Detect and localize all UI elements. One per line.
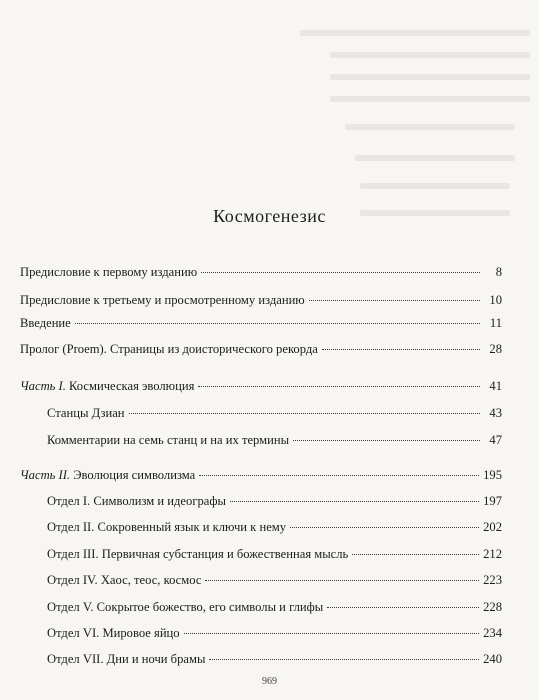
toc-entry-label: Эволюция символизма [70, 468, 196, 482]
dot-leader [322, 349, 480, 350]
dot-leader [205, 580, 479, 581]
toc-entry [20, 290, 502, 310]
toc-entry-label: Отдел I. Символизм и идеографы [47, 494, 226, 508]
dot-leader [290, 527, 479, 528]
toc-entry-page: 240 [483, 652, 502, 666]
toc-entry-page: 197 [483, 494, 502, 508]
page-number: 969 [262, 676, 277, 687]
toc-entry [47, 403, 502, 423]
dot-leader [352, 554, 479, 555]
toc-entry [47, 544, 502, 564]
dot-leader [184, 633, 480, 634]
toc-entry-label: Предисловие к третьему и просмотренному изданию [20, 293, 305, 307]
toc-entry-page: 223 [483, 573, 502, 587]
toc-entry-page: 11 [489, 316, 502, 330]
dot-leader [309, 300, 480, 301]
toc-entry-page: 47 [489, 433, 502, 447]
dot-leader [201, 272, 480, 273]
toc-entry [20, 339, 502, 359]
dot-leader [198, 386, 480, 387]
dot-leader [293, 440, 480, 441]
toc-part-entry [20, 465, 502, 485]
toc-entry-label: Станцы Дзиан [47, 406, 125, 420]
toc-entry-page: 228 [483, 600, 502, 614]
toc-entry [47, 623, 502, 643]
part-number: Часть II. [20, 468, 71, 482]
toc-entry-page: 28 [489, 342, 502, 356]
dot-leader [327, 607, 479, 608]
dot-leader [129, 413, 480, 414]
toc-entry-page: 212 [483, 547, 502, 561]
toc-entry [47, 517, 502, 537]
toc-entry [47, 649, 502, 669]
toc-entry-page: 195 [483, 468, 502, 482]
dot-leader [75, 323, 480, 324]
toc-entry [20, 262, 502, 282]
toc-entry-label: Отдел III. Первичная субстанция и божественная мысль [47, 547, 349, 561]
toc-entry [47, 491, 502, 511]
toc-entry-label: Комментарии на семь станц и на их термины [47, 433, 290, 447]
toc-entry-label: Космическая эволюция [65, 379, 195, 393]
toc-entry-page: 202 [483, 520, 502, 534]
toc-entry [47, 570, 502, 590]
toc-entry-label: Отдел VI. Мировое яйцо [47, 626, 180, 640]
toc-entry-label: Введение [20, 316, 71, 330]
toc-entry-label: Отдел VII. Дни и ночи брамы [47, 652, 206, 666]
toc-entry [47, 597, 502, 617]
toc-entry-label: Предисловие к первому изданию [20, 265, 198, 279]
toc-entry-page: 43 [489, 406, 502, 420]
toc-entry-label: Отдел V. Сокрытое божество, его символы и глифы [47, 600, 324, 614]
toc-entry-page: 41 [489, 379, 502, 393]
dot-leader [199, 475, 479, 476]
dot-leader [209, 659, 479, 660]
toc-entry [47, 430, 502, 450]
toc-entry-label: Отдел II. Сокровенный язык и ключи к нему [47, 520, 287, 534]
part-number: Часть I. [20, 379, 66, 393]
toc-entry-label: Пролог (Proem). Страницы из доисторического рекорда [20, 342, 318, 356]
dot-leader [230, 501, 479, 502]
toc-entry-page: 234 [483, 626, 502, 640]
toc-entry-page: 8 [495, 265, 502, 279]
toc-part-entry [20, 376, 502, 396]
page-title: Космогенезис [213, 206, 326, 226]
toc-entry-page: 10 [489, 293, 502, 307]
toc-entry-label: Отдел IV. Хаос, теос, космос [47, 573, 202, 587]
toc-entry [20, 313, 502, 333]
